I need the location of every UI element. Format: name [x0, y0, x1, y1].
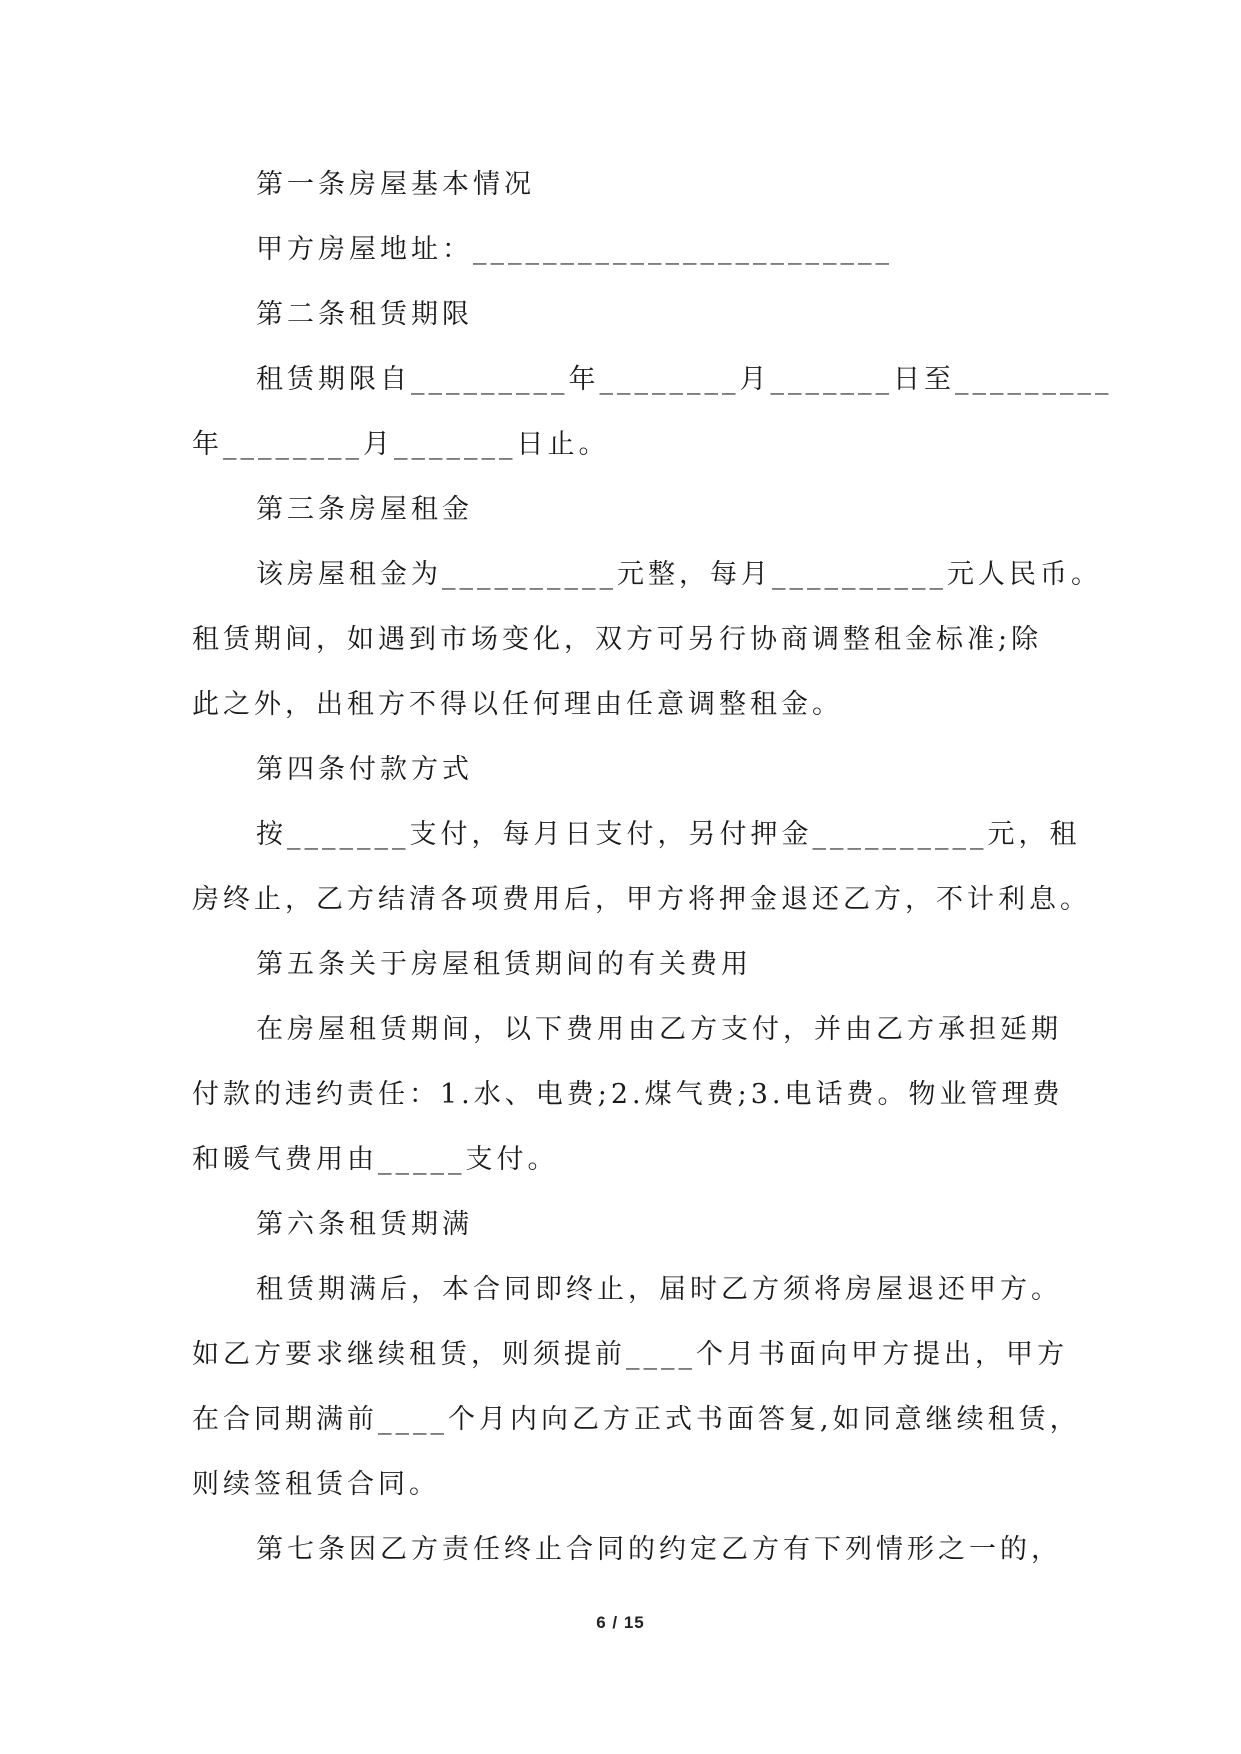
paragraph-line: 甲方房屋地址：________________________: [256, 234, 893, 265]
paragraph-line: 如乙方要求继续租赁，则须提前____个月书面向甲方提出，甲方: [192, 1339, 1068, 1370]
paragraph-line: 租赁期满后，本合同即终止，届时乙方须将房屋退还甲方。: [256, 1274, 1062, 1305]
section-heading: 第七条因乙方责任终止合同的约定乙方有下列情形之一的，: [256, 1534, 1062, 1565]
paragraph-line: 和暖气费用由_____支付。: [192, 1144, 559, 1175]
paragraph-line: 租赁期限自_________年________月_______日至_________: [256, 364, 1113, 395]
paragraph-line: 房终止，乙方结清各项费用后，甲方将押金退还乙方，不计利息。: [192, 884, 1091, 915]
section-heading: 第五条关于房屋租赁期间的有关费用: [256, 949, 752, 980]
section-heading: 第三条房屋租金: [256, 494, 473, 525]
page-number: 6 / 15: [596, 1613, 645, 1632]
section-heading: 第一条房屋基本情况: [256, 169, 535, 200]
paragraph-line: 付款的违约责任：1.水、电费;2.煤气费;3.电话费。物业管理费: [192, 1079, 1064, 1110]
paragraph-line: 在房屋租赁期间，以下费用由乙方支付，并由乙方承担延期: [256, 1014, 1062, 1045]
document-page: [192, 152, 1113, 1582]
paragraph-line: 租赁期间，如遇到市场变化，双方可另行协商调整租金标准;除: [192, 624, 1043, 655]
paragraph-line: 此之外，出租方不得以任何理由任意调整租金。: [192, 689, 843, 720]
section-heading: 第四条付款方式: [256, 754, 473, 785]
section-heading: 第二条租赁期限: [256, 299, 473, 330]
section-heading: 第六条租赁期满: [256, 1209, 473, 1240]
paragraph-line: 按_______支付，每月日支付，另付押金__________元，租: [256, 819, 1081, 850]
paragraph-line: 年________月_______日止。: [192, 429, 610, 460]
paragraph-line: 该房屋租金为__________元整，每月__________元人民币。: [256, 559, 1102, 590]
paragraph-line: 在合同期满前____个月内向乙方正式书面答复,如同意继续租赁，: [192, 1404, 1081, 1435]
paragraph-line: 则续签租赁合同。: [192, 1469, 440, 1500]
